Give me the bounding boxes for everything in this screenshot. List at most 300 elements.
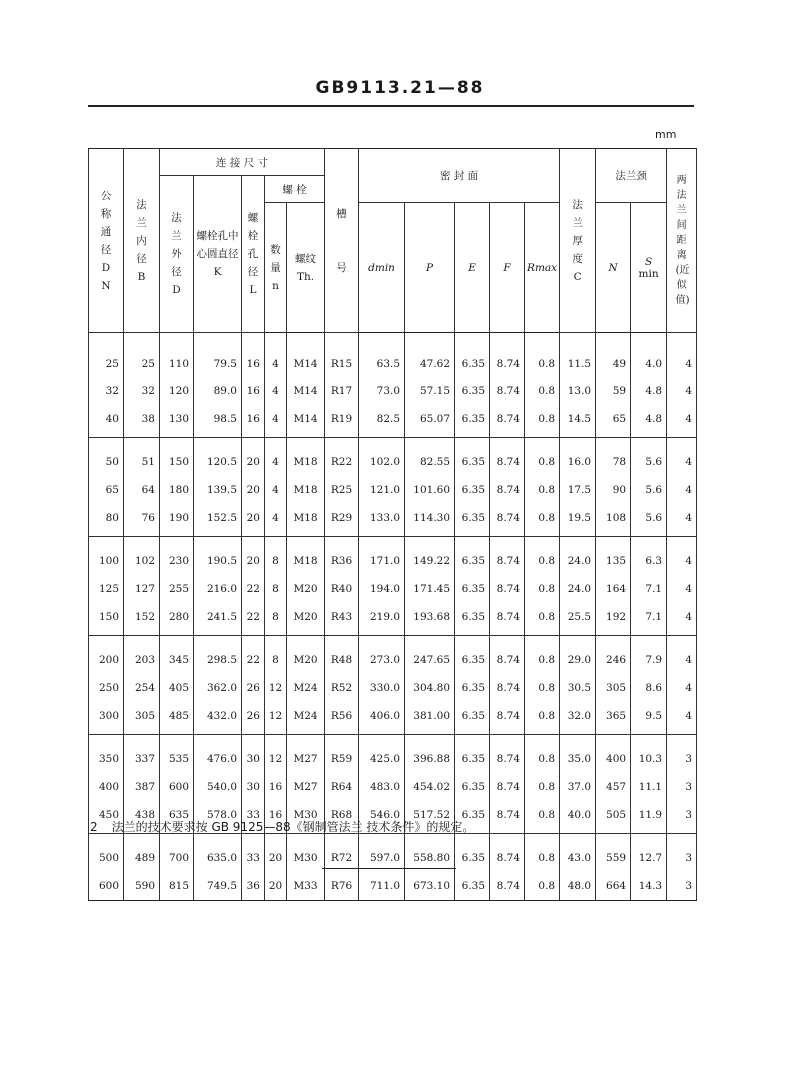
table-cell: 6.35 xyxy=(455,603,490,636)
table-cell: 4 xyxy=(667,702,697,735)
table-cell: 11.1 xyxy=(631,773,667,801)
table-cell: 164 xyxy=(596,575,631,603)
table-cell: R59 xyxy=(325,735,359,774)
table-row xyxy=(89,476,697,504)
table-cell: 4 xyxy=(265,476,287,504)
table-cell: 16 xyxy=(265,801,287,834)
table-cell: 250 xyxy=(89,674,124,702)
table-cell: 8.74 xyxy=(490,603,525,636)
table-cell: 8.74 xyxy=(490,504,525,537)
col-group-sealing: 密 封 面 xyxy=(359,149,560,203)
col-header-distance: 两法兰间距离(近似值) xyxy=(667,149,697,333)
table-cell: 4 xyxy=(265,333,287,378)
table-row xyxy=(89,872,697,901)
table-cell: 540.0 xyxy=(194,773,242,801)
table-cell: 8.6 xyxy=(631,674,667,702)
table-cell: R29 xyxy=(325,504,359,537)
table-cell: R52 xyxy=(325,674,359,702)
table-cell: 247.65 xyxy=(405,636,455,675)
table-cell: 0.8 xyxy=(525,801,560,834)
table-row xyxy=(89,377,697,405)
table-cell: 4 xyxy=(265,438,287,477)
table-cell: M14 xyxy=(287,377,325,405)
table-cell: M18 xyxy=(287,476,325,504)
table-cell: 114.30 xyxy=(405,504,455,537)
table-cell: 22 xyxy=(242,603,265,636)
col-header-n: 数量n xyxy=(265,203,287,333)
table-cell: 32.0 xyxy=(560,702,596,735)
table-cell: 8.74 xyxy=(490,735,525,774)
table-cell: R72 xyxy=(325,834,359,873)
table-cell: 12 xyxy=(265,674,287,702)
table-cell: 0.8 xyxy=(525,405,560,438)
footnote xyxy=(90,818,474,835)
table-cell: 76 xyxy=(124,504,160,537)
table-row xyxy=(89,773,697,801)
table-cell: 125 xyxy=(89,575,124,603)
table-cell: 0.8 xyxy=(525,333,560,378)
table-cell: 454.02 xyxy=(405,773,455,801)
table-cell: 711.0 xyxy=(359,872,405,901)
table-cell: 8.74 xyxy=(490,438,525,477)
table-cell: 150 xyxy=(89,603,124,636)
table-cell: M14 xyxy=(287,405,325,438)
table-cell: 6.35 xyxy=(455,377,490,405)
table-cell: 535 xyxy=(160,735,194,774)
table-cell: 6.35 xyxy=(455,674,490,702)
table-cell: 24.0 xyxy=(560,575,596,603)
table-cell: 387 xyxy=(124,773,160,801)
table-cell: 517.52 xyxy=(405,801,455,834)
table-cell: 190 xyxy=(160,504,194,537)
col-header-dmin: dmin xyxy=(359,203,405,333)
table-cell: 457 xyxy=(596,773,631,801)
table-cell: 3 xyxy=(667,872,697,901)
table-cell: 298.5 xyxy=(194,636,242,675)
table-cell: R15 xyxy=(325,333,359,378)
col-header-e: E xyxy=(455,203,490,333)
table-cell: 4 xyxy=(265,377,287,405)
table-cell: 381.00 xyxy=(405,702,455,735)
table-cell: 121.0 xyxy=(359,476,405,504)
table-cell: M30 xyxy=(287,834,325,873)
table-cell: 4.8 xyxy=(631,405,667,438)
col-group-neck: 法兰颈 xyxy=(596,149,667,203)
table-cell: 350 xyxy=(89,735,124,774)
table-cell: 8.74 xyxy=(490,801,525,834)
table-cell: 432.0 xyxy=(194,702,242,735)
table-cell: 20 xyxy=(265,872,287,901)
table-cell: 37.0 xyxy=(560,773,596,801)
table-cell: 5.6 xyxy=(631,438,667,477)
table-cell: 405 xyxy=(160,674,194,702)
table-cell: 4 xyxy=(667,476,697,504)
table-cell: 3 xyxy=(667,834,697,873)
table-cell: 559 xyxy=(596,834,631,873)
col-header-l: 螺栓孔径L xyxy=(242,176,265,333)
table-cell: 193.68 xyxy=(405,603,455,636)
table-cell: 4 xyxy=(667,603,697,636)
table-cell: 127 xyxy=(124,575,160,603)
table-cell: 12.7 xyxy=(631,834,667,873)
table-cell: 32 xyxy=(89,377,124,405)
table-cell: 48.0 xyxy=(560,872,596,901)
table-cell: 6.35 xyxy=(455,476,490,504)
table-cell: 8.74 xyxy=(490,575,525,603)
table-cell: 597.0 xyxy=(359,834,405,873)
table-cell: 438 xyxy=(124,801,160,834)
table-cell: 26 xyxy=(242,702,265,735)
table-cell: 255 xyxy=(160,575,194,603)
table-cell: R25 xyxy=(325,476,359,504)
table-cell: 280 xyxy=(160,603,194,636)
table-cell: 700 xyxy=(160,834,194,873)
table-row xyxy=(89,636,697,675)
header-rule xyxy=(88,105,694,107)
table-cell: 6.35 xyxy=(455,504,490,537)
table-cell: 365 xyxy=(596,702,631,735)
footnote-number: 2 xyxy=(90,820,98,834)
table-cell: R17 xyxy=(325,377,359,405)
table-cell: 12 xyxy=(265,735,287,774)
table-cell: 82.55 xyxy=(405,438,455,477)
table-cell: 11.5 xyxy=(560,333,596,378)
table-cell: 546.0 xyxy=(359,801,405,834)
table-cell: 22 xyxy=(242,636,265,675)
table-cell: 8.74 xyxy=(490,834,525,873)
table-cell: 24.0 xyxy=(560,537,596,576)
table-row xyxy=(89,575,697,603)
col-header-groove: 槽 号 xyxy=(325,149,359,333)
table-cell: 8.74 xyxy=(490,872,525,901)
table-cell: 6.35 xyxy=(455,872,490,901)
table-cell: R68 xyxy=(325,801,359,834)
table-cell: 590 xyxy=(124,872,160,901)
table-cell: 4 xyxy=(667,405,697,438)
table-cell: 6.35 xyxy=(455,636,490,675)
table-cell: 400 xyxy=(89,773,124,801)
table-cell: 25.5 xyxy=(560,603,596,636)
table-cell: M18 xyxy=(287,537,325,576)
table-cell: 406.0 xyxy=(359,702,405,735)
table-cell: 51 xyxy=(124,438,160,477)
col-header-k: 螺栓孔中心圆直径K xyxy=(194,176,242,333)
table-cell: 6.35 xyxy=(455,702,490,735)
table-cell: 4 xyxy=(265,405,287,438)
table-row xyxy=(89,537,697,576)
table-cell: 3 xyxy=(667,735,697,774)
table-cell: 337 xyxy=(124,735,160,774)
table-cell: 101.60 xyxy=(405,476,455,504)
table-cell: 300 xyxy=(89,702,124,735)
table-cell: 4 xyxy=(667,674,697,702)
table-cell: 194.0 xyxy=(359,575,405,603)
table-cell: 150 xyxy=(160,438,194,477)
table-cell: 6.35 xyxy=(455,405,490,438)
table-cell: M24 xyxy=(287,702,325,735)
table-cell: 20 xyxy=(242,504,265,537)
table-cell: 78 xyxy=(596,438,631,477)
table-cell: R19 xyxy=(325,405,359,438)
table-cell: 8 xyxy=(265,636,287,675)
table-cell: 4 xyxy=(667,636,697,675)
table-cell: 8.74 xyxy=(490,377,525,405)
table-cell: 0.8 xyxy=(525,702,560,735)
table-cell: 38 xyxy=(124,405,160,438)
table-cell: 63.5 xyxy=(359,333,405,378)
unit-label: mm xyxy=(655,128,677,141)
col-group-bolt: 螺 栓 xyxy=(265,176,325,203)
table-cell: 59 xyxy=(596,377,631,405)
table-cell: 152 xyxy=(124,603,160,636)
table-cell: 4 xyxy=(667,438,697,477)
col-header-th: 螺纹Th. xyxy=(287,203,325,333)
table-cell: 505 xyxy=(596,801,631,834)
table-cell: 4 xyxy=(265,504,287,537)
table-cell: 4 xyxy=(667,575,697,603)
table-cell: 254 xyxy=(124,674,160,702)
table-cell: 79.5 xyxy=(194,333,242,378)
table-cell: 330.0 xyxy=(359,674,405,702)
col-header-f: F xyxy=(490,203,525,333)
table-cell: R64 xyxy=(325,773,359,801)
table-cell: R22 xyxy=(325,438,359,477)
table-cell: 20 xyxy=(242,438,265,477)
table-cell: 0.8 xyxy=(525,377,560,405)
table-cell: 241.5 xyxy=(194,603,242,636)
table-cell: 192 xyxy=(596,603,631,636)
table-cell: 0.8 xyxy=(525,735,560,774)
table-cell: 8 xyxy=(265,575,287,603)
table-cell: 305 xyxy=(596,674,631,702)
table-cell: 4 xyxy=(667,333,697,378)
table-cell: 8.74 xyxy=(490,636,525,675)
table-cell: 32 xyxy=(124,377,160,405)
table-cell: 149.22 xyxy=(405,537,455,576)
table-cell: 6.35 xyxy=(455,834,490,873)
table-cell: 558.80 xyxy=(405,834,455,873)
table-cell: 230 xyxy=(160,537,194,576)
col-header-c: 法兰厚度C xyxy=(560,149,596,333)
table-row xyxy=(89,702,697,735)
table-row xyxy=(89,405,697,438)
col-header-dn: 公称通径DN xyxy=(89,149,124,333)
table-cell: 216.0 xyxy=(194,575,242,603)
table-cell: 483.0 xyxy=(359,773,405,801)
table-cell: 65 xyxy=(596,405,631,438)
table-cell: 171.45 xyxy=(405,575,455,603)
table-cell: 82.5 xyxy=(359,405,405,438)
table-cell: 425.0 xyxy=(359,735,405,774)
table-cell: 305 xyxy=(124,702,160,735)
table-cell: 40 xyxy=(89,405,124,438)
table-cell: 65.07 xyxy=(405,405,455,438)
table-cell: 5.6 xyxy=(631,504,667,537)
table-cell: 273.0 xyxy=(359,636,405,675)
table-cell: 89.0 xyxy=(194,377,242,405)
table-cell: 139.5 xyxy=(194,476,242,504)
table-cell: 14.3 xyxy=(631,872,667,901)
table-cell: 0.8 xyxy=(525,674,560,702)
table-cell: 6.35 xyxy=(455,575,490,603)
table-cell: 16 xyxy=(265,773,287,801)
table-cell: 14.5 xyxy=(560,405,596,438)
table-cell: 11.9 xyxy=(631,801,667,834)
table-cell: 485 xyxy=(160,702,194,735)
table-cell: 30 xyxy=(242,735,265,774)
table-cell: 0.8 xyxy=(525,575,560,603)
table-cell: R48 xyxy=(325,636,359,675)
table-cell: 133.0 xyxy=(359,504,405,537)
table-cell: 673.10 xyxy=(405,872,455,901)
table-cell: M33 xyxy=(287,872,325,901)
table-row xyxy=(89,674,697,702)
table-cell: 36 xyxy=(242,872,265,901)
table-cell: 4 xyxy=(667,377,697,405)
table-cell: 7.1 xyxy=(631,603,667,636)
table-cell: M27 xyxy=(287,735,325,774)
table-cell: 749.5 xyxy=(194,872,242,901)
table-cell: 50 xyxy=(89,438,124,477)
table-cell: 0.8 xyxy=(525,603,560,636)
table-cell: 4.0 xyxy=(631,333,667,378)
table-cell: 345 xyxy=(160,636,194,675)
table-cell: 0.8 xyxy=(525,773,560,801)
table-cell: 29.0 xyxy=(560,636,596,675)
col-header-b: 法兰内径B xyxy=(124,149,160,333)
table-cell: 6.35 xyxy=(455,735,490,774)
flange-dimension-table xyxy=(88,148,697,901)
table-cell: 26 xyxy=(242,674,265,702)
table-cell: 600 xyxy=(89,872,124,901)
table-cell: 0.8 xyxy=(525,537,560,576)
table-cell: 6.35 xyxy=(455,801,490,834)
table-row xyxy=(89,735,697,774)
table-cell: 0.8 xyxy=(525,834,560,873)
table-cell: 8.74 xyxy=(490,405,525,438)
table-cell: 8.74 xyxy=(490,702,525,735)
table-cell: 13.0 xyxy=(560,377,596,405)
table-cell: 9.5 xyxy=(631,702,667,735)
table-cell: 476.0 xyxy=(194,735,242,774)
col-header-neck-n: N xyxy=(596,203,631,333)
table-cell: R36 xyxy=(325,537,359,576)
table-cell: 110 xyxy=(160,333,194,378)
table-cell: 6.35 xyxy=(455,537,490,576)
table-cell: 120.5 xyxy=(194,438,242,477)
table-cell: 10.3 xyxy=(631,735,667,774)
table-row xyxy=(89,834,697,873)
table-cell: 102 xyxy=(124,537,160,576)
table-cell: 7.1 xyxy=(631,575,667,603)
table-cell: 246 xyxy=(596,636,631,675)
table-cell: 8.74 xyxy=(490,537,525,576)
table-cell: 16 xyxy=(242,333,265,378)
table-cell: 171.0 xyxy=(359,537,405,576)
table-cell: 578.0 xyxy=(194,801,242,834)
table-cell: 3 xyxy=(667,773,697,801)
table-cell: 102.0 xyxy=(359,438,405,477)
table-cell: 362.0 xyxy=(194,674,242,702)
table-cell: 3 xyxy=(667,801,697,834)
table-cell: 43.0 xyxy=(560,834,596,873)
table-cell: 16.0 xyxy=(560,438,596,477)
table-cell: 16 xyxy=(242,405,265,438)
col-group-connection: 连 接 尺 寸 xyxy=(160,149,325,176)
table-cell: 40.0 xyxy=(560,801,596,834)
table-cell: 0.8 xyxy=(525,438,560,477)
table-cell: 65 xyxy=(89,476,124,504)
table-cell: 73.0 xyxy=(359,377,405,405)
table-cell: R40 xyxy=(325,575,359,603)
table-cell: 49 xyxy=(596,333,631,378)
table-cell: 6.35 xyxy=(455,438,490,477)
table-cell: 17.5 xyxy=(560,476,596,504)
table-cell: M30 xyxy=(287,801,325,834)
col-header-d: 法兰外径D xyxy=(160,176,194,333)
table-cell: 200 xyxy=(89,636,124,675)
table-cell: 22 xyxy=(242,575,265,603)
standard-code: GB9113.21—88 xyxy=(315,78,485,98)
table-cell: 20 xyxy=(242,476,265,504)
table-cell: 57.15 xyxy=(405,377,455,405)
table-cell: 130 xyxy=(160,405,194,438)
table-cell: 16 xyxy=(242,377,265,405)
table-cell: 5.6 xyxy=(631,476,667,504)
table-cell: 304.80 xyxy=(405,674,455,702)
table-cell: 635 xyxy=(160,801,194,834)
table-cell: 4 xyxy=(667,504,697,537)
table-cell: 8.74 xyxy=(490,773,525,801)
table-cell: 219.0 xyxy=(359,603,405,636)
table-cell: 90 xyxy=(596,476,631,504)
table-cell: 6.35 xyxy=(455,333,490,378)
table-cell: 400 xyxy=(596,735,631,774)
table-cell: 180 xyxy=(160,476,194,504)
table-cell: 33 xyxy=(242,834,265,873)
table-cell: 0.8 xyxy=(525,504,560,537)
table-cell: 98.5 xyxy=(194,405,242,438)
table-cell: 450 xyxy=(89,801,124,834)
table-cell: M24 xyxy=(287,674,325,702)
table-cell: R56 xyxy=(325,702,359,735)
table-cell: 190.5 xyxy=(194,537,242,576)
table-cell: 0.8 xyxy=(525,636,560,675)
table-cell: 0.8 xyxy=(525,872,560,901)
table-cell: R43 xyxy=(325,603,359,636)
table-cell: 8 xyxy=(265,537,287,576)
table-cell: 6.35 xyxy=(455,773,490,801)
table-cell: 135 xyxy=(596,537,631,576)
table-cell: 500 xyxy=(89,834,124,873)
table-cell: 8.74 xyxy=(490,674,525,702)
table-cell: 203 xyxy=(124,636,160,675)
table-cell: 25 xyxy=(89,333,124,378)
table-cell: M20 xyxy=(287,575,325,603)
table-cell: M18 xyxy=(287,504,325,537)
table-body xyxy=(89,333,697,901)
footnote-text: 法兰的技术要求按 GB 9125—88《钢制管法兰 技术条件》的规定。 xyxy=(111,820,475,834)
table-cell: 47.62 xyxy=(405,333,455,378)
table-cell: 35.0 xyxy=(560,735,596,774)
table-row xyxy=(89,333,697,378)
table-cell: 20 xyxy=(242,537,265,576)
table-cell: 6.3 xyxy=(631,537,667,576)
table-cell: 25 xyxy=(124,333,160,378)
table-cell: M20 xyxy=(287,636,325,675)
end-rule xyxy=(322,868,456,869)
table-cell: 100 xyxy=(89,537,124,576)
